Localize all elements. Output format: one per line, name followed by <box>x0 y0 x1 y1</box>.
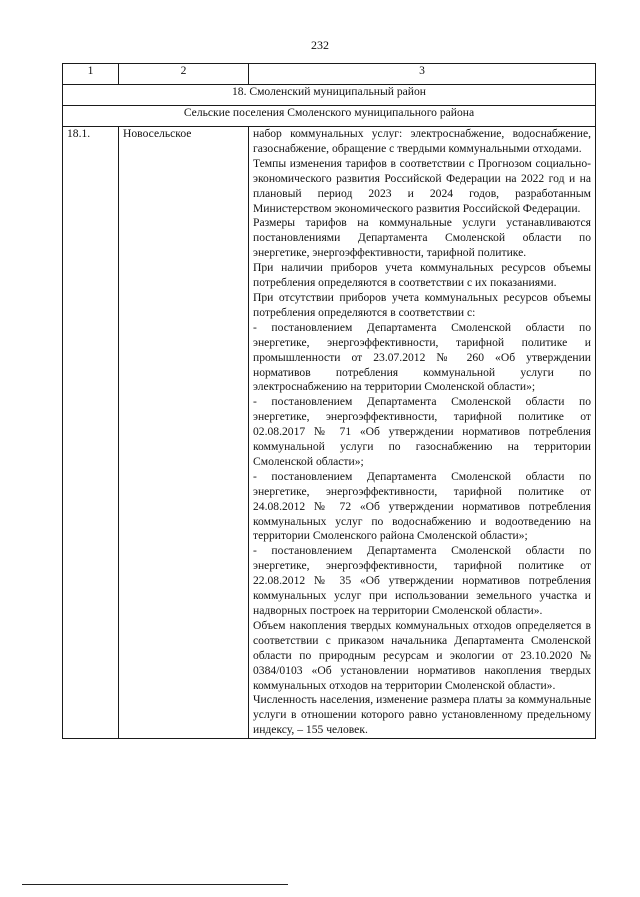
table-row <box>63 127 596 739</box>
paragraph-services: набор коммунальных услуг: электроснабжение, водоснабжение, газоснабжение, обращение с твердыми коммунальными отходами. <box>253 127 591 155</box>
paragraph-resolution-72: - постановлением Департамента Смоленской области по энергетике, энергоэффективности, тарифной политике от 24.08.2012 № 72 «Об утверждении нормативов потребления коммунальных услуг по водоснабжению и водоотведению на территории Смоленского района Смоленской области»; <box>253 469 591 543</box>
section-title: 18. Смоленский муниципальный район <box>63 85 596 106</box>
paragraph-population: Численность населения, изменение размера платы за коммунальные услуги в отношении которого равно установленному предельному индексу, – 155 человек. <box>253 693 591 737</box>
paragraph-waste-volume: Объем накопления твердых коммунальных отходов определяется в соответствии с приказом начальника Департамента Смоленской области по природным ресурсам и экологии от 23.10.2020 № 0384/0103 «Об установлении нормативов накопления твердых коммунальных отходов на территории Смоленской области». <box>253 618 591 692</box>
paragraph-tariff-change: Темпы изменения тарифов в соответствии с Прогнозом социально-экономического развития Российской Федерации на 2022 год и на плановый период 2023 и 2024 годов, разработанным Министерством экономического развития Российской Федерации. <box>253 156 591 215</box>
page-number: 232 <box>311 38 329 52</box>
subsection-row <box>63 106 596 127</box>
section-row <box>63 85 596 106</box>
tariff-table <box>62 63 596 739</box>
row-description <box>249 127 596 739</box>
column-number-2: 2 <box>119 64 249 85</box>
column-number-3: 3 <box>249 64 596 85</box>
paragraph-meters-present: При наличии приборов учета коммунальных ресурсов объемы потребления определяются в соответствии с их показаниями. <box>253 261 591 290</box>
bottom-rule <box>22 884 288 885</box>
row-number: 18.1. <box>63 127 119 739</box>
paragraph-resolution-71: - постановлением Департамента Смоленской области по энергетике, энергоэффективности, тарифной политике от 02.08.2017 № 71 «Об утверждении нормативов потребления коммунальной услуги по газоснабжению на территории Смоленской области»; <box>253 395 591 468</box>
paragraph-tariff-size: Размеры тарифов на коммунальные услуги устанавливаются постановлениями Департамента Смоленской области по энергетике, энергоэффективности, тарифной политике. <box>253 216 591 260</box>
paragraph-meters-absent: При отсутствии приборов учета коммунальных ресурсов объемы потребления определяются в соответствии с: <box>253 290 591 319</box>
column-number-1: 1 <box>63 64 119 85</box>
settlement-name: Новосельское <box>119 127 249 739</box>
paragraph-resolution-35: - постановлением Департамента Смоленской области по энергетике, энергоэффективности, тарифной политике от 22.08.2012 № 35 «Об утверждении нормативов потребления коммунальных услуг при использовании земельного участка и надворных построек на территории Смоленской области». <box>253 544 591 617</box>
subsection-title: Сельские поселения Смоленского муниципального района <box>63 106 596 127</box>
column-number-row <box>63 64 596 85</box>
paragraph-resolution-260: - постановлением Департамента Смоленской области по энергетике, энергоэффективности, тарифной политике и промышленности от 23.07.2012 № 260 «Об утверждении нормативов потребления коммунальной услуги по электроснабжению на территории Смоленской области»; <box>253 320 591 394</box>
